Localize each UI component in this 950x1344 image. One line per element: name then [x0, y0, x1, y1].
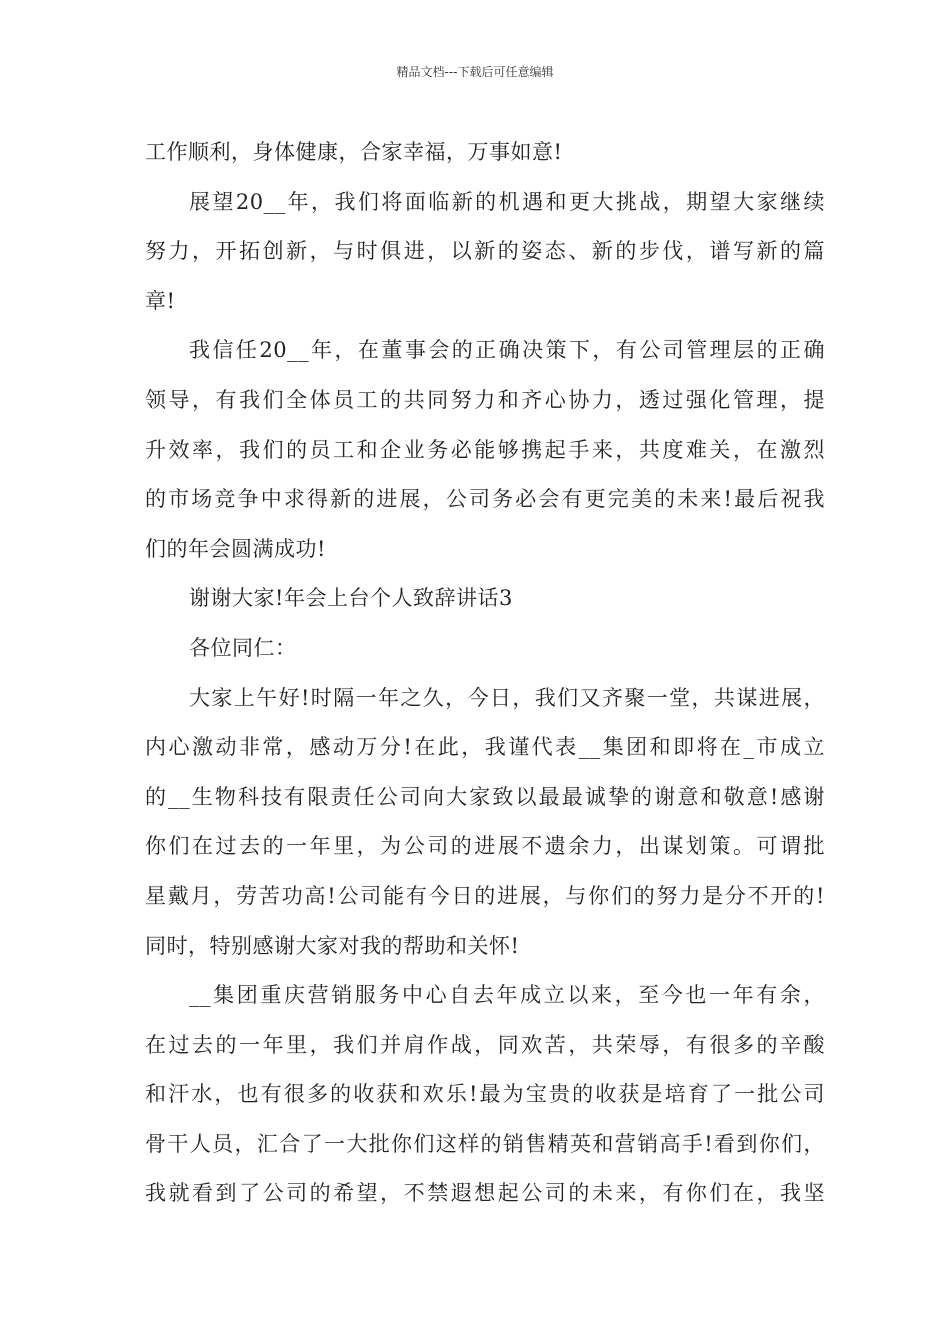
paragraph-line: 工作顺利，身体健康，合家幸福，万事如意!: [145, 140, 563, 164]
paragraph-line: 我信任20__年，在董事会的正确决策下，有公司管理层的正确: [189, 338, 825, 363]
paragraph-line: 领导，有我们全体员工的共同努力和齐心协力，透过强化管理，提: [145, 387, 825, 412]
paragraph-line: 我就看到了公司的希望，不禁遐想起公司的未来，有你们在，我坚: [145, 1181, 825, 1206]
paragraph: [145, 971, 825, 1219]
paragraph: [145, 128, 825, 178]
paragraph: [145, 674, 825, 972]
paragraph-line: 内心激动非常，感动万分!在此，我谨代表__集团和即将在_市成立: [145, 735, 825, 760]
paragraph-line: 们的年会圆满成功!: [145, 536, 326, 561]
salutation: [145, 624, 825, 674]
paragraph-line: 努力，开拓创新，与时俱进，以新的姿态、新的步伐，谱写新的篇: [145, 239, 825, 264]
paragraph-line: 大家上午好!时隔一年之久，今日，我们又齐聚一堂，共谋进展，: [189, 685, 825, 710]
paragraph-line: 的__生物科技有限责任公司向大家致以最最诚挚的谢意和敬意!感谢: [145, 784, 825, 809]
paragraph-line: 各位同仁：: [189, 635, 297, 660]
paragraph-line: 同时，特别感谢大家对我的帮助和关怀!: [145, 933, 520, 958]
paragraph-line: 谢谢大家!年会上台个人致辞讲话3: [189, 586, 513, 611]
paragraph-line: __集团重庆营销服务中心自去年成立以来，至今也一年有余，: [189, 983, 825, 1008]
paragraph-line: 章!: [145, 288, 176, 313]
paragraph-line: 升效率，我们的员工和企业务必能够携起手来，共度难关，在激烈: [145, 437, 825, 462]
paragraph-line: 在过去的一年里，我们并肩作战，同欢苦，共荣辱，有很多的辛酸: [145, 1032, 825, 1057]
paragraph-line: 星戴月，劳苦功高!公司能有今日的进展，与你们的努力是分不开的!: [145, 883, 825, 908]
paragraph-line: 你们在过去的一年里，为公司的进展不遗余力，出谋划策。可谓批: [145, 834, 825, 859]
section-heading: [145, 574, 825, 624]
paragraph-line: 展望20__年，我们将面临新的机遇和更大挑战，期望大家继续: [189, 189, 825, 214]
paragraph-line: 和汗水，也有很多的收获和欢乐!最为宝贵的收获是培育了一批公司: [145, 1082, 825, 1107]
paragraph-line: 骨干人员，汇合了一大批你们这样的销售精英和营销高手!看到你们，: [145, 1131, 825, 1156]
paragraph: [145, 178, 825, 327]
paragraph-line: 的市场竞争中求得新的进展，公司务必会有更完美的未来!最后祝我: [145, 487, 825, 512]
paragraph: [145, 326, 825, 574]
page-header: 精品文档---下载后可任意编辑: [396, 65, 554, 79]
document-body: [145, 128, 825, 1219]
